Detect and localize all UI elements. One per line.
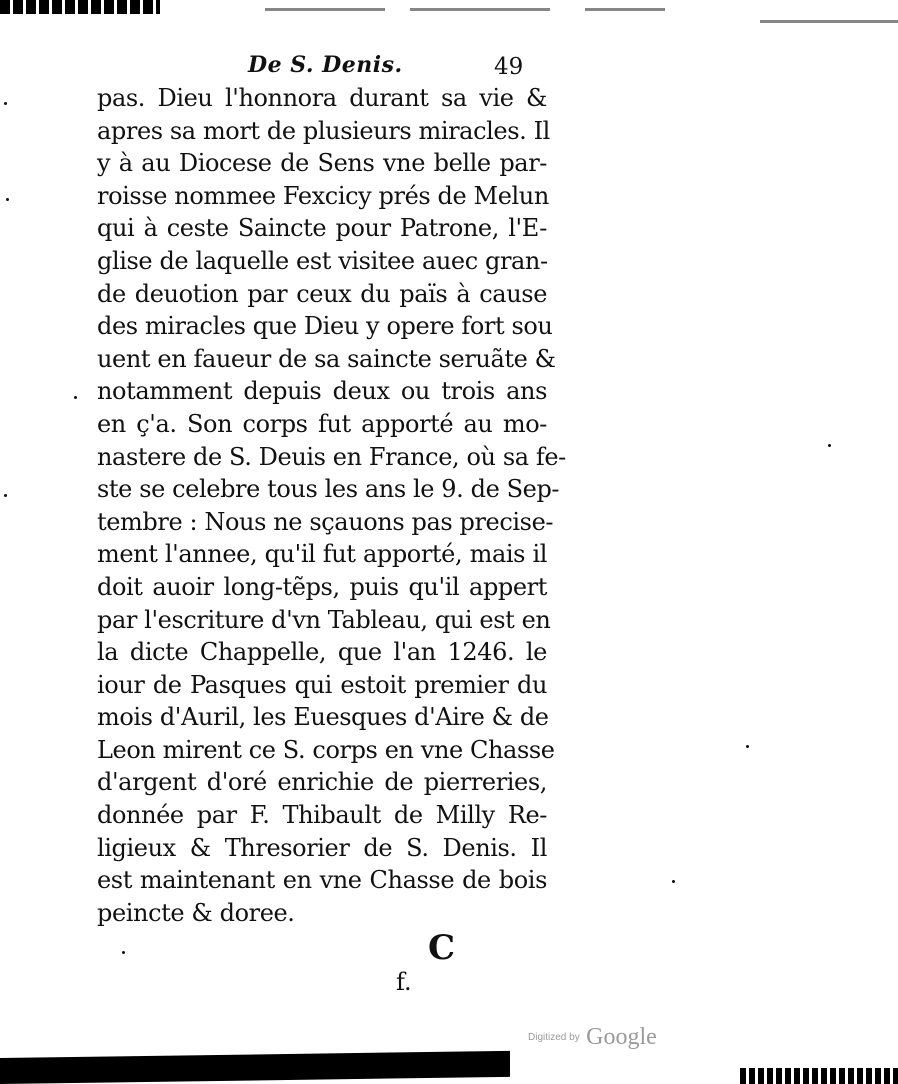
text-line: roisse nommee Fexcicy prés de Melun — [97, 181, 549, 210]
text-line: en ç'a. Son corps fut apporté au mo- — [97, 409, 547, 438]
text-line: glise de laquelle est visitee auec gran- — [97, 246, 548, 275]
text-line: nastere de S. Deuis en France, où sa fe- — [97, 442, 566, 471]
watermark-prefix: Digitized by — [528, 1032, 580, 1043]
text-line: de deuotion par ceux du païs à cause — [97, 279, 547, 308]
scan-speck — [828, 444, 831, 447]
scan-edge-bottom — [0, 1051, 510, 1084]
scan-speck — [74, 396, 77, 399]
text-line-last: peincte & doree. — [97, 898, 295, 927]
scan-edge-top-left — [0, 0, 160, 14]
text-line: donnée par F. Thibault de Milly Re- — [97, 801, 547, 830]
text-line: doit auoir long-tẽps, puis qu'il appert — [97, 572, 547, 601]
scan-speck — [122, 951, 125, 954]
scan-speck — [4, 494, 7, 497]
text-line: tembre : Nous ne sçauons pas precise- — [97, 507, 554, 536]
scan-edge-top-dash — [265, 8, 385, 11]
digitized-watermark — [528, 1024, 657, 1051]
text-line: uent en faueur de sa saincte seruãte & — [97, 344, 556, 373]
text-line: des miracles que Dieu y opere fort sou — [97, 312, 553, 341]
text-line: la dicte Chappelle, que l'an 1246. le — [97, 638, 547, 667]
scan-edge-top-dash — [410, 8, 550, 11]
scan-edge-top-dash — [585, 8, 665, 11]
text-line: ste se celebre tous les ans le 9. de Sep- — [97, 475, 560, 504]
text-line: Leon mirent ce S. corps en vne Chasse — [97, 735, 555, 764]
text-line: qui à ceste Saincte pour Patrone, l'E- — [97, 214, 547, 243]
tail-mark: f. — [396, 968, 412, 996]
signature-mark: C — [428, 928, 456, 968]
text-line: mois d'Auril, les Euesques d'Aire & de — [97, 703, 549, 732]
text-line: iour de Pasques qui estoit premier du — [97, 670, 547, 699]
text-line: y à au Diocese de Sens vne belle par- — [97, 149, 547, 178]
text-line: ment l'annee, qu'il fut apporté, mais il — [97, 540, 547, 569]
scan-speck — [4, 102, 7, 105]
scan-edge-bottom-right — [740, 1068, 898, 1084]
text-line: d'argent d'oré enrichie de pierreries, — [97, 768, 547, 797]
page-number: 49 — [494, 54, 524, 80]
scan-speck — [746, 745, 749, 748]
text-line: pas. Dieu l'honnora durant sa vie & — [97, 84, 547, 112]
scan-speck — [672, 880, 675, 883]
text-line: apres sa mort de plusieurs miracles. Il — [97, 116, 550, 145]
body-text-block — [97, 82, 566, 929]
text-line: notamment depuis deux ou trois ans — [97, 377, 547, 406]
text-line: par l'escriture d'vn Tableau, qui est en — [97, 605, 551, 634]
scan-edge-top-dash — [760, 20, 898, 23]
scan-speck — [6, 198, 9, 201]
text-line: est maintenant en vne Chasse de bois — [97, 866, 547, 895]
text-line: ligieux & Thresorier de S. Denis. Il — [97, 833, 547, 862]
running-title: De S. Denis. — [248, 52, 403, 78]
watermark-brand: Google — [586, 1024, 657, 1050]
